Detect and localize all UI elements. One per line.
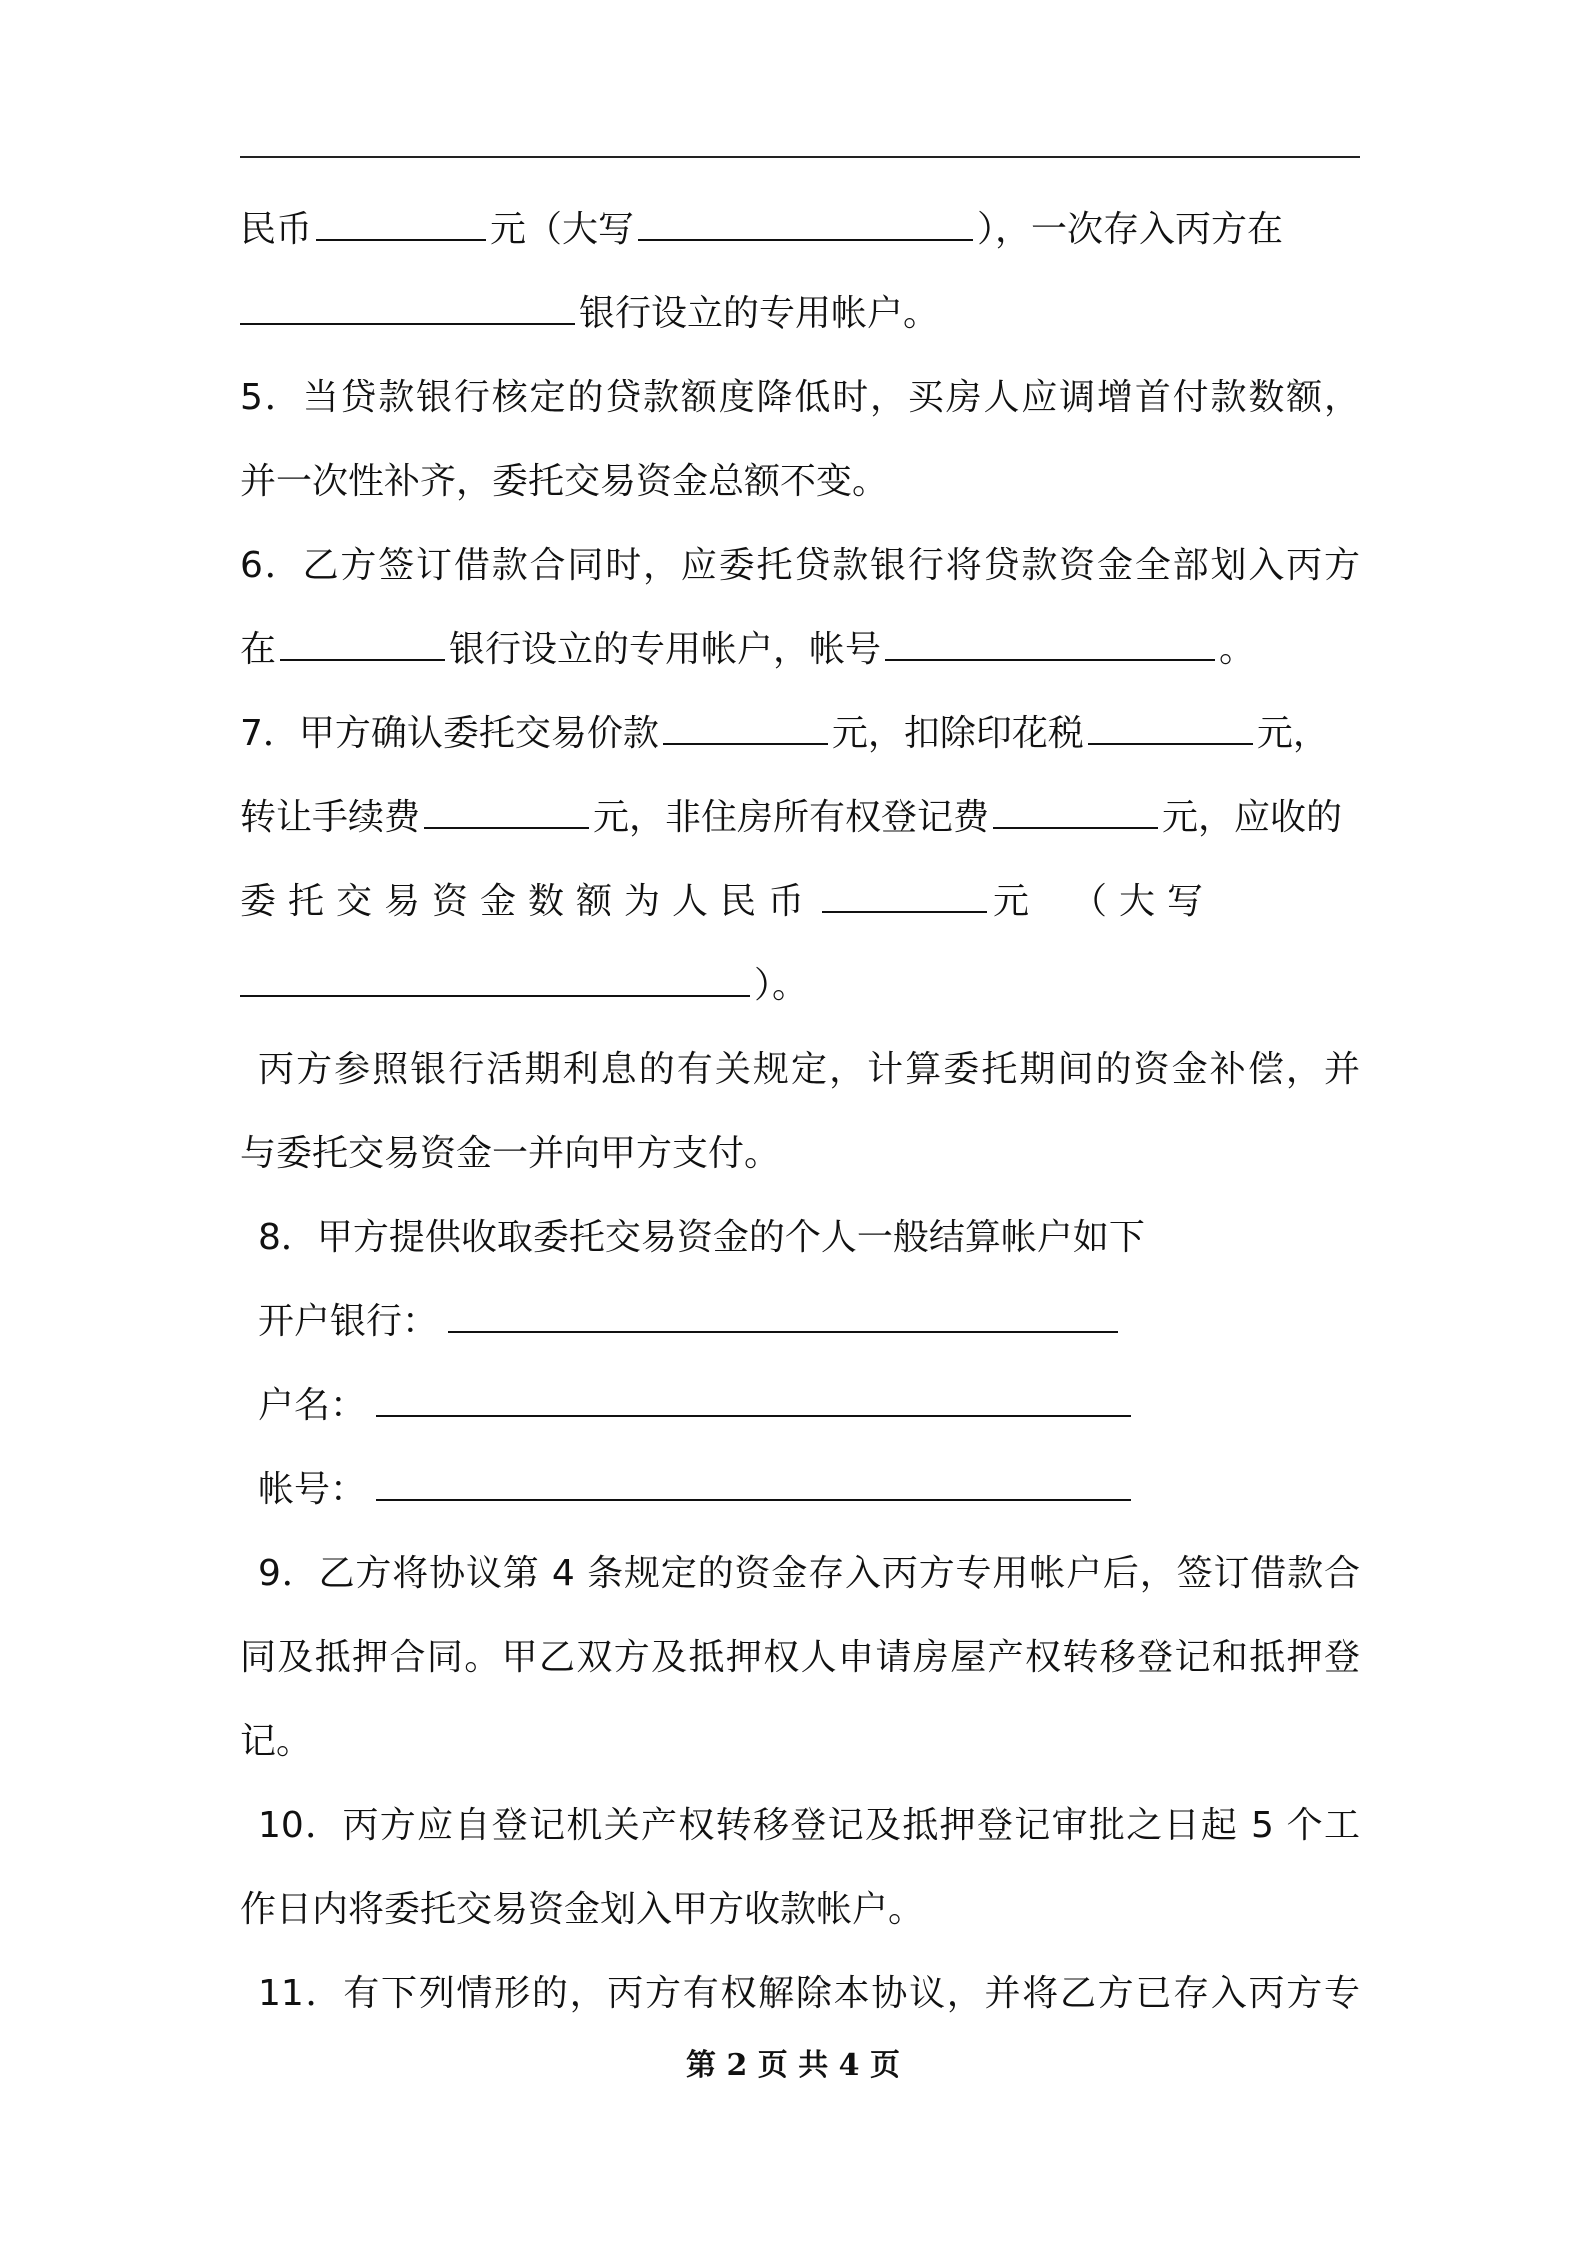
text-segment: 元 （大写 (993, 881, 1216, 922)
text-line: 作日内将委托交易资金划入甲方收款帐户。 (240, 1889, 925, 1930)
text-line: 记。 (240, 1721, 313, 1762)
text-line: 6．乙方签订借款合同时，应委托贷款银行将贷款资金全部划入丙方 (240, 545, 1360, 586)
blank-field[interactable] (316, 211, 486, 241)
text-segment: 委托交易资金数额为人民币 (240, 881, 817, 922)
blank-field[interactable] (240, 295, 575, 325)
account-number-blank[interactable] (376, 1471, 1131, 1501)
page-number: 第 2 页 共 4 页 (686, 2048, 900, 2083)
blank-field[interactable] (638, 211, 973, 241)
blank-field[interactable] (822, 883, 987, 913)
text-segment: 在 (240, 629, 277, 670)
text-line: 5．当贷款银行核定的贷款额度降低时，买房人应调增首付款数额， (240, 377, 1360, 418)
field-label: 开户银行： (258, 1301, 439, 1342)
blank-field[interactable] (663, 715, 828, 745)
text-line (240, 284, 1360, 344)
text-line (240, 620, 1360, 680)
text-line (240, 788, 1360, 848)
text-line: 9．乙方将协议第 4 条规定的资金存入丙方专用帐户后，签订借款合 (258, 1553, 1360, 1594)
text-segment: 银行设立的专用帐户。 (579, 293, 940, 334)
bank-name-blank[interactable] (448, 1303, 1118, 1333)
blank-field[interactable] (424, 799, 589, 829)
blank-field[interactable] (240, 967, 750, 997)
text-line: 同及抵押合同。甲乙双方及抵押权人申请房屋产权转移登记和抵押登 (240, 1637, 1360, 1678)
text-line (240, 200, 1360, 260)
blank-field[interactable] (1088, 715, 1253, 745)
text-segment: 元，应收的 (1162, 797, 1343, 838)
text-segment: 7．甲方确认委托交易价款 (240, 713, 659, 754)
text-line (240, 704, 1360, 764)
text-line: 丙方参照银行活期利息的有关规定，计算委托期间的资金补偿，并 (258, 1049, 1360, 1090)
account-holder-blank[interactable] (376, 1387, 1131, 1417)
account-number-field (240, 1460, 1378, 1520)
text-segment: 元， (1256, 713, 1329, 754)
text-segment: 银行设立的专用帐户，帐号 (449, 629, 882, 670)
blank-field[interactable] (280, 631, 445, 661)
text-line: 并一次性补齐，委托交易资金总额不变。 (240, 461, 889, 502)
text-segment: ），一次存入丙方在 (977, 209, 1284, 250)
text-segment: 元，扣除印花税 (831, 713, 1084, 754)
text-segment: 民币 (240, 209, 313, 250)
text-segment: ）。 (754, 965, 809, 1006)
bank-name-field (240, 1292, 1378, 1352)
header-rule (240, 156, 1360, 158)
text-segment: 转让手续费 (240, 797, 421, 838)
account-holder-field (240, 1376, 1378, 1436)
blank-field[interactable] (993, 799, 1158, 829)
text-segment: 元（大写 (490, 209, 635, 250)
text-line (240, 872, 1360, 932)
text-line: 与委托交易资金一并向甲方支付。 (240, 1133, 781, 1174)
blank-field[interactable] (885, 631, 1215, 661)
text-line (240, 956, 1360, 1016)
text-line: 8．甲方提供收取委托交易资金的个人一般结算帐户如下 (258, 1217, 1145, 1258)
text-line: 10．丙方应自登记机关产权转移登记及抵押登记审批之日起 5 个工 (258, 1805, 1360, 1846)
text-segment: 。 (1219, 629, 1256, 670)
field-label: 户名： (258, 1385, 367, 1426)
text-line: 11．有下列情形的，丙方有权解除本协议，并将乙方已存入丙方专 (258, 1973, 1360, 2014)
text-segment: 元，非住房所有权登记费 (593, 797, 990, 838)
field-label: 帐号： (258, 1469, 367, 1510)
